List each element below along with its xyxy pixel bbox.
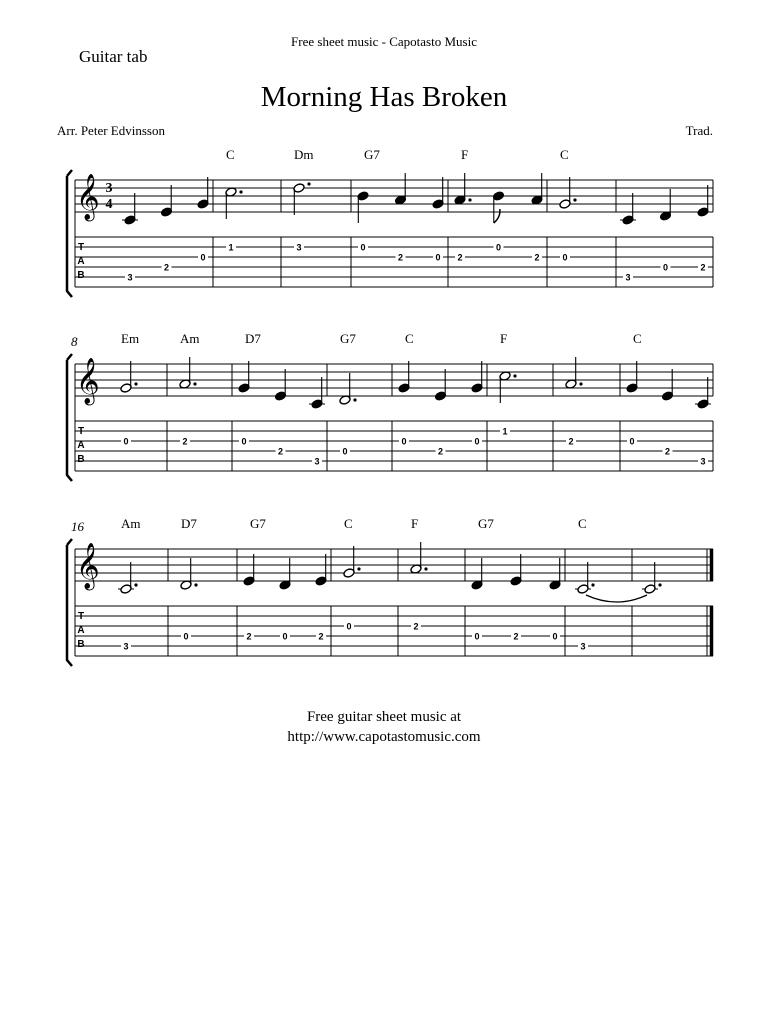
augmentation-dot (591, 583, 594, 586)
augmentation-dot (357, 567, 360, 570)
chord-symbol: D7 (245, 331, 261, 346)
note (661, 369, 673, 457)
tab-fret-number: 1 (228, 242, 234, 253)
chord-symbol: F (500, 331, 508, 346)
note (410, 542, 428, 632)
tab-label-letter: B (77, 639, 85, 650)
source-note: Free sheet music - Capotasto Music (291, 34, 477, 49)
note (197, 177, 209, 263)
system-1 (67, 147, 713, 297)
note (454, 173, 472, 263)
note (357, 191, 369, 253)
tab-fret-number: 0 (123, 436, 129, 447)
chord-symbol: F (461, 147, 469, 162)
note (471, 361, 483, 447)
chord-symbol: C (344, 516, 353, 531)
augmentation-dot (658, 583, 661, 586)
instrument-label: Guitar tab (79, 47, 148, 66)
tab-fret-number: 0 (629, 436, 635, 447)
tab-fret-number: 1 (502, 426, 508, 437)
augmentation-dot (194, 583, 197, 586)
chord-symbol: Am (121, 516, 141, 531)
treble-clef: 𝄞 (76, 174, 100, 220)
note (120, 361, 138, 447)
augmentation-dot (513, 374, 516, 377)
note (122, 193, 138, 283)
note (434, 369, 446, 457)
note (179, 357, 197, 447)
footer-text: Free guitar sheet music at (306, 709, 462, 725)
note (586, 562, 662, 602)
tab-fret-number: 2 (318, 631, 324, 642)
tab-label-letter: T (77, 611, 85, 622)
tab-fret-number: 2 (700, 262, 706, 273)
note (565, 357, 583, 447)
system-3 (67, 516, 713, 666)
note (575, 562, 595, 652)
note (225, 187, 243, 253)
note (549, 558, 561, 642)
note (620, 193, 636, 283)
tab-label-letter: A (77, 440, 85, 451)
note (293, 182, 311, 252)
augmentation-dot (468, 198, 471, 201)
tab-fret-number: 2 (163, 262, 170, 273)
tab-label-letter: T (77, 242, 85, 253)
note (309, 377, 325, 467)
augmentation-dot (239, 190, 242, 193)
tab-fret-number: 2 (413, 621, 419, 632)
footer-url[interactable]: http://www.capotastomusic.com (287, 729, 481, 745)
treble-clef: 𝄞 (76, 358, 100, 404)
tab-fret-number: 3 (314, 456, 320, 467)
note (343, 546, 361, 632)
note (398, 361, 410, 447)
tab-fret-number: 2 (513, 631, 519, 642)
tab-label-letter: T (77, 426, 85, 437)
tab-fret-number: 0 (562, 252, 568, 263)
note (238, 361, 250, 447)
chord-symbol: G7 (478, 516, 494, 531)
tab-fret-number: 0 (360, 242, 366, 253)
tab-label-letter: B (77, 270, 85, 281)
note (531, 173, 543, 263)
note (279, 558, 291, 642)
arranger-credit: Arr. Peter Edvinsson (57, 123, 165, 138)
chord-symbol: G7 (364, 147, 380, 162)
tab-fret-number: 2 (277, 446, 284, 457)
tab-fret-number: 3 (700, 456, 706, 467)
chord-symbol: C (226, 147, 235, 162)
chord-symbol: Am (180, 331, 200, 346)
augmentation-dot (579, 382, 582, 385)
measure-number: 16 (71, 519, 84, 534)
tab-fret-number: 0 (474, 436, 480, 447)
tab-fret-number: 0 (200, 252, 206, 263)
tab-fret-number: 3 (127, 272, 133, 283)
augmentation-dot (134, 382, 137, 385)
tab-fret-number: 2 (397, 252, 404, 263)
tab-label-letter: B (77, 454, 85, 465)
tab-label-letter: A (77, 256, 85, 267)
chord-symbol: Dm (294, 147, 314, 162)
augmentation-dot (573, 198, 576, 201)
chord-symbol: F (411, 516, 419, 531)
tab-fret-number: 0 (346, 621, 352, 632)
system-bracket (67, 539, 72, 666)
augmentation-dot (193, 382, 196, 385)
chord-symbol: C (560, 147, 569, 162)
time-signature-top: 3 (105, 181, 113, 196)
tab-fret-number: 0 (474, 631, 480, 642)
tab-fret-number: 3 (580, 641, 586, 652)
tab-fret-number: 0 (552, 631, 558, 642)
tie (586, 595, 647, 602)
treble-clef: 𝄞 (76, 543, 100, 589)
chord-symbol: G7 (340, 331, 356, 346)
system-bracket (67, 354, 72, 481)
note (118, 562, 138, 652)
augmentation-dot (134, 583, 137, 586)
augmentation-dot (424, 567, 427, 570)
note (160, 185, 172, 273)
composer-credit: Trad. (685, 123, 713, 138)
tab-fret-number: 0 (342, 446, 348, 457)
tab-fret-number: 3 (296, 242, 302, 253)
note (492, 191, 504, 253)
page-title: Morning Has Broken (260, 81, 508, 113)
tab-fret-number: 2 (664, 446, 671, 457)
measure-number: 8 (71, 334, 78, 349)
tab-fret-number: 3 (123, 641, 129, 652)
note (339, 373, 357, 457)
tab-fret-number: 0 (241, 436, 247, 447)
tab-label-letter: A (77, 625, 85, 636)
note (274, 369, 286, 457)
tab-fret-number: 2 (457, 252, 463, 263)
system-bracket (67, 170, 72, 297)
note (510, 554, 522, 642)
chord-symbol: C (405, 331, 414, 346)
tab-fret-number: 2 (437, 446, 444, 457)
time-signature-bottom: 4 (105, 197, 113, 212)
tab-fret-number: 0 (282, 631, 288, 642)
chord-symbol: C (633, 331, 642, 346)
note (394, 173, 406, 263)
note (499, 371, 517, 437)
tab-fret-number: 0 (662, 262, 669, 273)
tab-fret-number: 2 (246, 631, 252, 642)
augmentation-dot (307, 182, 310, 185)
note (659, 189, 671, 273)
note (626, 361, 638, 447)
tab-fret-number: 2 (182, 436, 188, 447)
note (315, 554, 327, 642)
tab-fret-number: 2 (534, 252, 540, 263)
note (697, 185, 709, 273)
tab-fret-number: 0 (183, 631, 189, 642)
note (180, 558, 198, 642)
note (559, 177, 577, 263)
chord-symbol: G7 (250, 516, 266, 531)
eighth-flag (494, 209, 500, 223)
tab-fret-number: 0 (401, 436, 407, 447)
note (695, 377, 711, 467)
note (432, 177, 444, 263)
note (243, 554, 255, 642)
chord-symbol: D7 (181, 516, 197, 531)
tab-fret-number: 0 (435, 252, 441, 263)
system-2 (67, 331, 713, 481)
tab-fret-number: 3 (625, 272, 631, 283)
tab-fret-number: 0 (495, 242, 502, 253)
chord-symbol: C (578, 516, 587, 531)
tab-fret-number: 2 (568, 436, 574, 447)
augmentation-dot (353, 398, 356, 401)
chord-symbol: Em (121, 331, 140, 346)
note (471, 558, 483, 642)
